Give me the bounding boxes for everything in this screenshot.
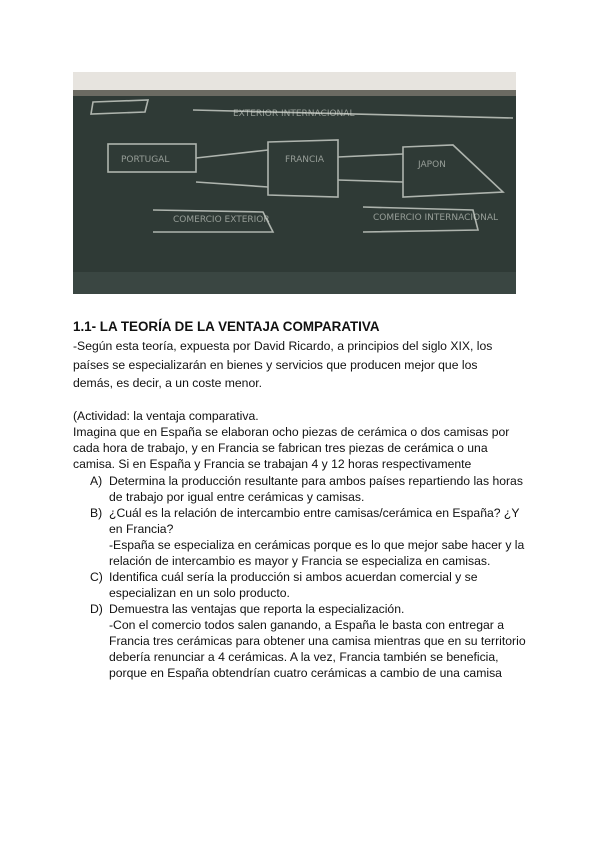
- activity-line: camisa. Si en España y Francia se trabajan 4 y 12 horas respectivamente: [73, 457, 472, 471]
- svg-text:JAPON: JAPON: [418, 160, 446, 170]
- svg-text:COMERCIO INTERNACIONAL: COMERCIO INTERNACIONAL: [373, 213, 498, 223]
- activity-list: [73, 473, 533, 681]
- answer-line: -España se especializa en cerámicas porque es lo que mejor sabe hacer y la: [109, 538, 525, 552]
- svg-text:EXTERIOR INTERNACIONAL: EXTERIOR INTERNACIONAL: [233, 109, 355, 119]
- answer-line: porque en España obtendrían cuatro cerámicas a cambio de una camisa: [109, 666, 502, 680]
- activity-paragraph: [73, 408, 533, 472]
- item-line: ¿Cuál es la relación de intercambio entre camisas/cerámica en España? ¿Y: [109, 506, 520, 520]
- section-heading: 1.1- LA TEORÍA DE LA VENTAJA COMPARATIVA: [73, 319, 380, 334]
- answer-line: Francia tres cerámicas para obtener una camisa mientras que en su territorio: [109, 634, 526, 648]
- answer-line: debería renunciar a 4 cerámicas. A la vez, Francia también se beneficia,: [109, 650, 499, 664]
- list-item-c: [73, 569, 533, 601]
- activity-line: (Actividad: la ventaja comparativa.: [73, 409, 259, 423]
- list-marker: A): [90, 474, 103, 488]
- activity-line: cada hora de trabajo, y en Francia se fabrican tres piezas de cerámica o una: [73, 441, 488, 455]
- intro-line: -Según esta teoría, expuesta por David Ricardo, a principios del siglo XIX, los: [73, 339, 493, 353]
- item-line: en Francia?: [109, 522, 174, 536]
- item-line: especializan en un solo producto.: [109, 586, 290, 600]
- answer-line: -Con el comercio todos salen ganando, a España le basta con entregar a: [109, 618, 504, 632]
- list-marker: D): [90, 602, 103, 616]
- list-item-d: [73, 601, 533, 681]
- item-line: Determina la producción resultante para ambos países repartiendo las horas: [109, 474, 523, 488]
- chalkboard-illustration: [73, 72, 516, 294]
- svg-text:FRANCIA: FRANCIA: [285, 155, 325, 165]
- svg-text:COMERCIO EXTERIOR: COMERCIO EXTERIOR: [173, 215, 270, 225]
- item-line: Demuestra las ventajas que reporta la especialización.: [109, 602, 405, 616]
- intro-paragraph: [73, 337, 533, 393]
- svg-text:PORTUGAL: PORTUGAL: [121, 155, 170, 165]
- answer-line: relación de intercambio es mayor y Francia se especializa en camisas.: [109, 554, 491, 568]
- chalkboard-photo: [73, 72, 516, 294]
- item-line: de trabajo por igual entre cerámicas y camisas.: [109, 490, 365, 504]
- intro-line: países se especializarán en bienes y servicios que producen mejor que los: [73, 357, 478, 372]
- list-marker: B): [90, 506, 103, 520]
- list-item-a: [73, 473, 533, 505]
- list-marker: C): [90, 570, 103, 584]
- activity-line: Imagina que en España se elaboran ocho piezas de cerámica o dos camisas por: [73, 425, 510, 439]
- intro-line: demás, es decir, a un coste menor.: [73, 376, 263, 390]
- list-item-b: [73, 505, 533, 569]
- item-line: Identifica cuál sería la producción si ambos acuerdan comercial y se: [109, 570, 478, 584]
